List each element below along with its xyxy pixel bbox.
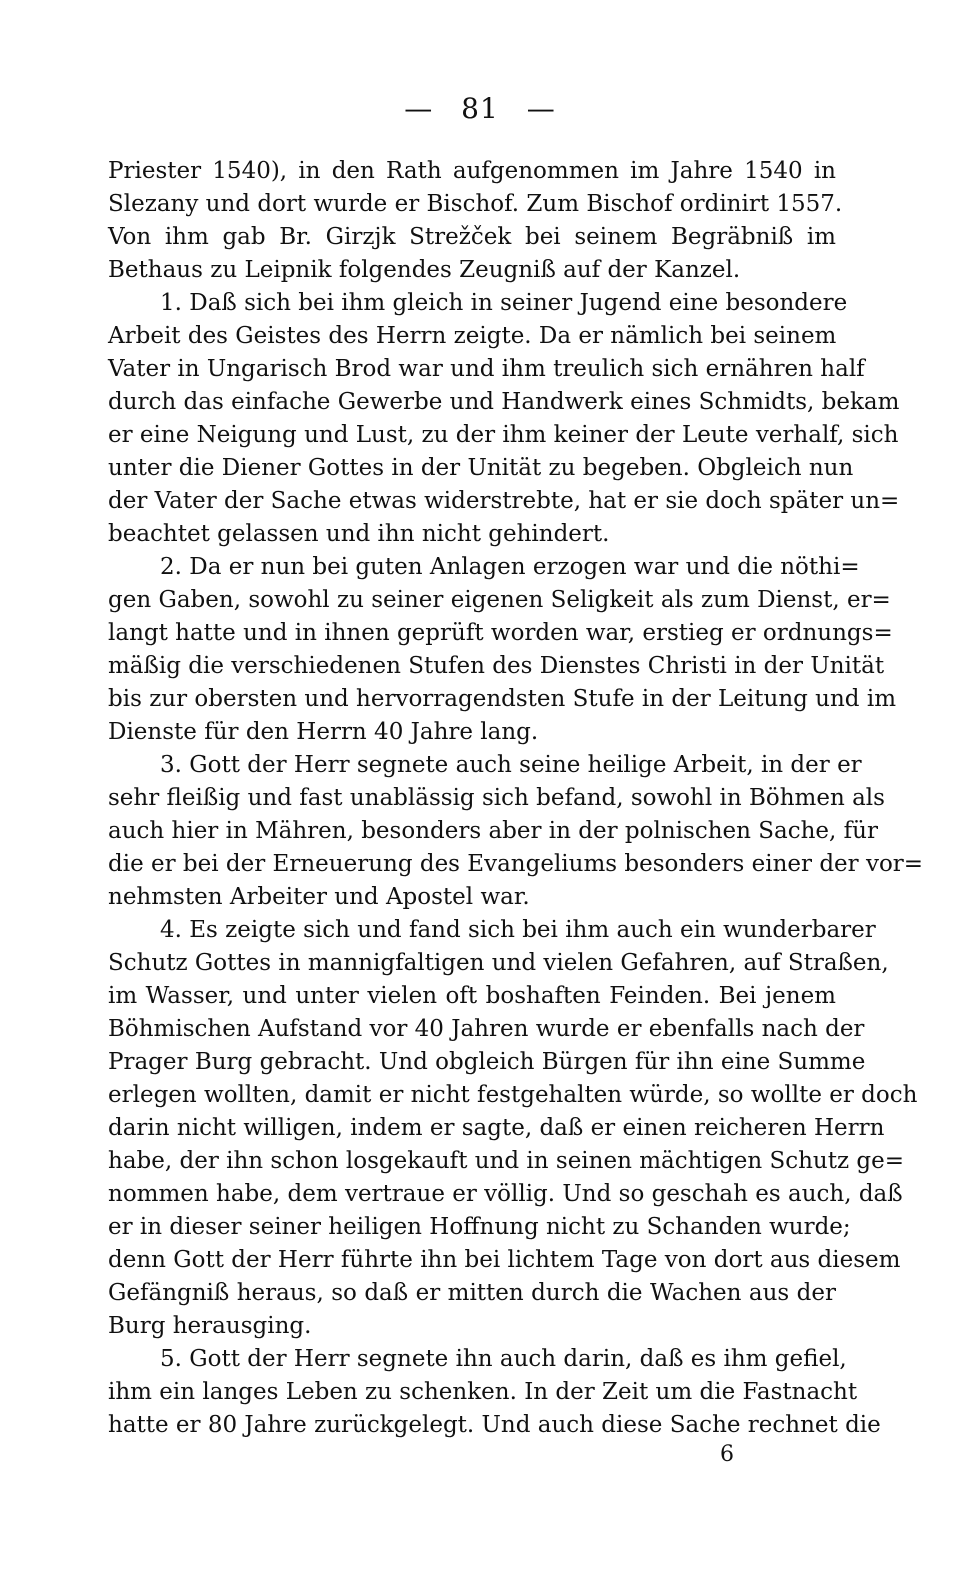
text-line: sehr fleißig und fast unablässig sich befand, sowohl in Böhmen als — [108, 785, 885, 811]
paragraph-5-start: 5. Gott der Herr segnete ihn auch darin, daß es ihm gefiel, — [160, 1346, 847, 1372]
text-line: mäßig die verschiedenen Stufen des Dienstes Christi in der Unität — [108, 653, 885, 679]
text-line: Schutz Gottes in mannigfaltigen und vielen Gefahren, auf Straßen, — [108, 950, 889, 976]
text-line: hatte er 80 Jahre zurückgelegt. Und auch diese Sache rechnet die — [108, 1412, 881, 1438]
text-line: nehmsten Arbeiter und Apostel war. — [108, 884, 530, 910]
text-line: auch hier in Mähren, besonders aber in der polnischen Sache, für — [108, 818, 878, 844]
text-line: bis zur obersten und hervorragendsten Stufe in der Leitung und im — [108, 686, 896, 712]
text-line: unter die Diener Gottes in der Unität zu begeben. Obgleich nun — [108, 455, 854, 481]
paragraph-4-start: 4. Es zeigte sich und fand sich bei ihm auch ein wunderbarer — [160, 917, 876, 943]
text-line: er in dieser seiner heiligen Hoffnung nicht zu Schanden wurde; — [108, 1214, 851, 1240]
text-line: die er bei der Erneuerung des Evangeliums besonders einer der vor= — [108, 851, 924, 877]
text-line: der Vater der Sache etwas widerstrebte, hat er sie doch später un= — [108, 488, 900, 514]
text-line: er eine Neigung und Lust, zu der ihm keiner der Leute verhalf, sich — [108, 422, 899, 448]
text-line: gen Gaben, sowohl zu seiner eigenen Seligkeit als zum Dienst, er= — [108, 587, 891, 613]
text-line: beachtet gelassen und ihn nicht gehindert. — [108, 521, 610, 547]
text-line: Arbeit des Geistes des Herrn zeigte. Da er nämlich bei seinem — [108, 323, 837, 349]
text-line: Priester 1540), in den Rath aufgenommen im Jahre 1540 in — [108, 158, 836, 184]
text-line: Gefängniß heraus, so daß er mitten durch die Wachen aus der — [108, 1280, 836, 1306]
text-line: Bethaus zu Leipnik folgendes Zeugniß auf der Kanzel. — [108, 257, 741, 283]
text-line: ihm ein langes Leben zu schenken. In der Zeit um die Fastnacht — [108, 1379, 858, 1405]
text-line: Von ihm gab Br. Girzjk Strežček bei seinem Begräbniß im — [108, 224, 836, 250]
text-line: im Wasser, und unter vielen oft boshaften Feinden. Bei jenem — [108, 983, 836, 1009]
text-line: Vater in Ungarisch Brod war und ihm treulich sich ernähren half — [108, 356, 865, 382]
paragraph-3-start: 3. Gott der Herr segnete auch seine heilige Arbeit, in der er — [160, 752, 862, 778]
text-line: nommen habe, dem vertraue er völlig. Und so geschah es auch, daß — [108, 1181, 903, 1207]
page-number: — 81 — — [404, 92, 556, 125]
text-line: denn Gott der Herr führte ihn bei lichtem Tage von dort aus diesem — [108, 1247, 901, 1273]
text-line: langt hatte und in ihnen geprüft worden war, erstieg er ordnungs= — [108, 620, 893, 646]
text-line: Burg herausging. — [108, 1313, 312, 1339]
text-line: darin nicht willigen, indem er sagte, daß er einen reicheren Herrn — [108, 1115, 885, 1141]
text-line: habe, der ihn schon losgekauft und in seinen mächtigen Schutz ge= — [108, 1148, 905, 1174]
paragraph-1-start: 1. Daß sich bei ihm gleich in seiner Jugend eine besondere — [160, 290, 848, 316]
text-line: Dienste für den Herrn 40 Jahre lang. — [108, 719, 539, 745]
text-line: Prager Burg gebracht. Und obgleich Bürgen für ihn eine Summe — [108, 1049, 866, 1075]
text-line: Slezany und dort wurde er Bischof. Zum Bischof ordinirt 1557. — [108, 191, 843, 217]
text-line: durch das einfache Gewerbe und Handwerk eines Schmidts, bekam — [108, 389, 900, 415]
signature-mark: 6 — [720, 1442, 734, 1467]
text-line: Böhmischen Aufstand vor 40 Jahren wurde er ebenfalls nach der — [108, 1016, 865, 1042]
text-line: erlegen wollten, damit er nicht festgehalten würde, so wollte er doch — [108, 1082, 918, 1108]
paragraph-2-start: 2. Da er nun bei guten Anlagen erzogen war und die nöthi= — [160, 554, 860, 580]
